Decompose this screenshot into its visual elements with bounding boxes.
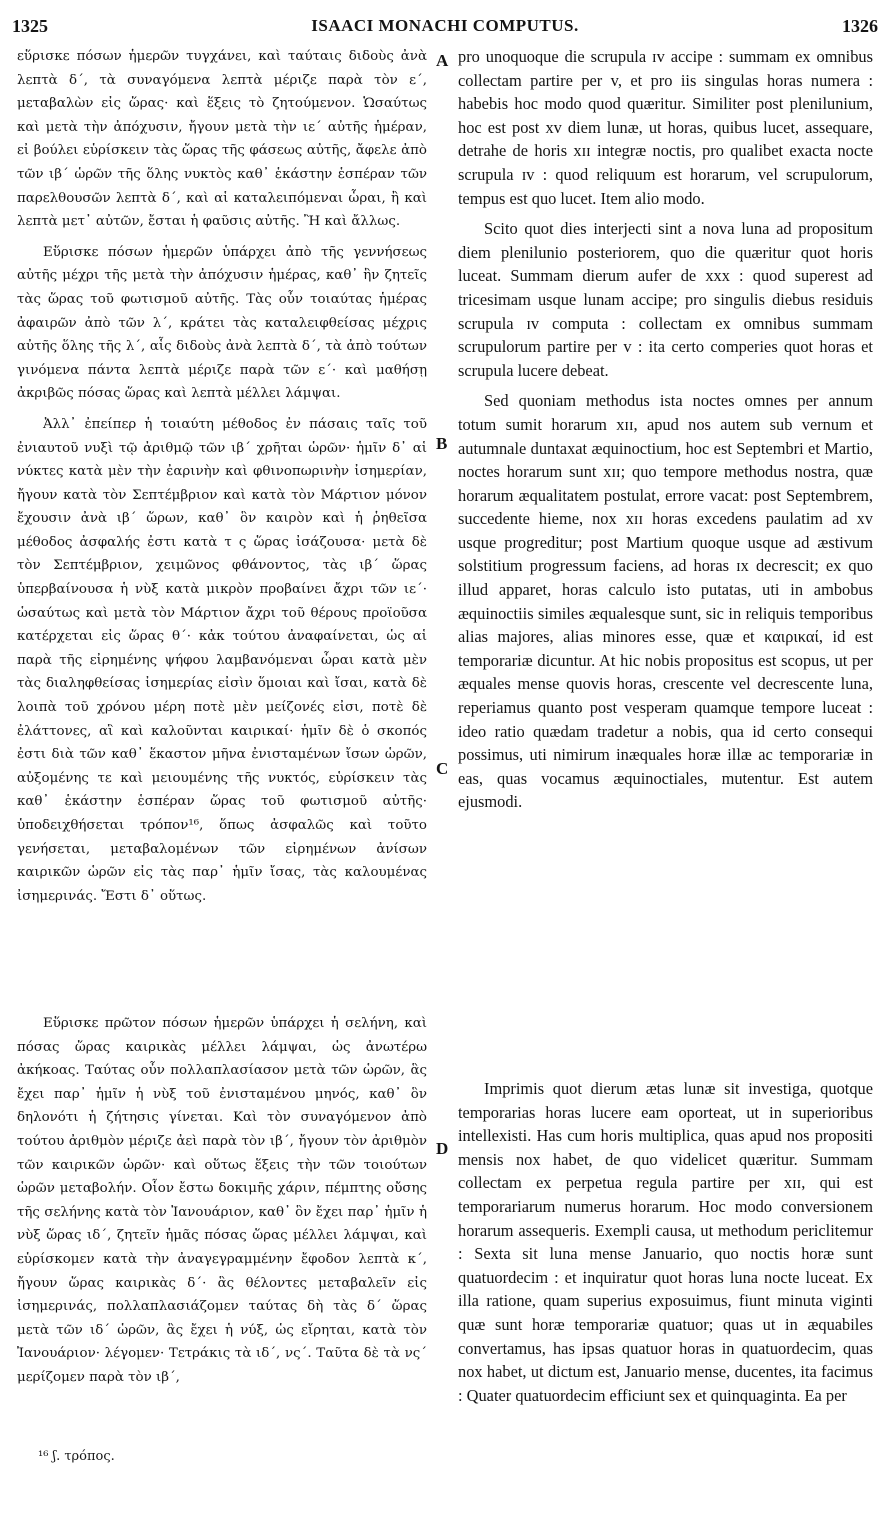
page-header (12, 16, 878, 40)
greek-paragraph-2: Εὕρισκε πόσων ἡμερῶν ὑπάρχει ἀπὸ τῆς γεννήσεως αὐτῆς μέχρι τῆς μετὰ τὴν ἀπόχυσιν ἡμέρας, καθ᾽ ἣν ζητεῖς τὰς ὥρας τοῦ φωτισμοῦ αὐτῆς. Τὰς οὖν τοιαύτας ἡμέρας ἀφαιρῶν ἀπὸ τῶν λ΄, κράτει τὰς καταλειφθείσας μέχρις αὐτῆς ὅλης τῆς λ΄, αἷς διδοὺς ἀνὰ λεπτὰ δ΄, τὰ ἀπὸ τούτων γινόμενα πάντα λεπτὰ μέριζε παρὰ τῶν ε΄· καὶ μαθήσῃ ἀκριβῶς πόσας ὥρας καὶ λεπτὰ μέλλει λάμψαι. (17, 244, 427, 402)
section-marker-b: B (436, 434, 448, 453)
greek-paragraph-3: Ἀλλ᾽ ἐπείπερ ἡ τοιαύτη μέθοδος ἐν πάσαις ταῖς τοῦ ἐνιαυτοῦ νυξὶ τῷ ἀριθμῷ τῶν ιβ΄ χρῆται ὡρῶν· ἡμῖν δ᾽ αἱ νύκτες κατὰ μὲν τὴν ἐαρινὴν καὶ φθινοπωρινὴν ἰσημερίαν, ἤγουν κατὰ τὸν Σεπτέμβριον καὶ κατὰ τὸν Μάρτιον μόνον ἔχουσιν ἀνὰ ιβ΄ ὥρων, καθ᾽ ὃν καιρὸν καὶ ἡ ῥηθεῖσα μέθοδος ἀσφαλής ἐστι κατὰ τ ς ὥρας ἰσάζουσα· μετὰ δὲ τὸν Σεπτέμβριον, χειμῶνος φθάνοντος, τὰς ιβ΄ ὥρας ὑπερβαίνουσα ἡ νὺξ κατὰ μικρὸν προβαίνει ἄχρι τῶν ιε΄· ὡσαύτως καὶ μετὰ τὸν Μάρτιον ἄχρι τοῦ θέρους προϊοῦσα κατέρχεται εἰς ὥρας θ΄· κἀκ τούτου ἀναφαίνεται, ὡς αἱ παρὰ τῆς εἰρημένης ψήφου λαμβανόμεναι ὧραι κατὰ μὲν τὰς διαληφθείσας ἰσημερίας εἰσὶν ὅμοιαι καὶ ἴσαι, κατὰ δὲ λοιπὰ τοῦ χρόνου μέρη ποτὲ μὲν μείζονές εἰσι, ποτὲ δὲ ἐλάττονες, αἳ καὶ καλοῦνται καιρικαί· ἡμῖν δὲ ὁ σκοπός ἐστι διὰ τῶν καθ᾽ ἕκαστον μῆνα ἐνισταμένων ἴσων ὡρῶν, αὐξομένης τε καὶ μειουμένης τῆς νυκτός, εὑρίσκειν τὰς καθ᾽ ἑκάστην ἑσπέραν ὥρας τοῦ φωτισμοῦ αὐτῆς· ὑποδειχθήσεται τρόπον¹⁶, ὅπως ἀσφαλῶς καὶ τοῦτο γενήσεται, μεταβαλομένων τῶν εἰρημένων ἀνίσων καιρικῶν ὡρῶν εἰς τὰς παρ᾽ ἡμῖν ἴσας, τὰς καλουμένας ἰσημερινάς. Ἔστι δ᾽ οὕτως. (17, 416, 427, 904)
latin-paragraph-2: Scito quot dies interjecti sint a nova luna ad propositum diem plenilunio posteriorem, quo die quæritur quot horis luceat. Summam dierum aufer de xxx : quod superest ad tricesimam usque lunam accipe; pro singulis diebus residuis scrupula ɪv computa : collectam ex omnibus summam scrupulorum partire per v : ita certo comperies quot horas et scrupula lucere debeat. (458, 219, 873, 380)
section-marker-a: A (436, 51, 449, 70)
section-marker-c: C (436, 759, 449, 778)
section-marker-d: D (436, 1139, 449, 1158)
page-number-left: 1325 (12, 16, 48, 36)
greek-paragraph-1: εὕρισκε πόσων ἡμερῶν τυγχάνει, καὶ ταύταις διδοὺς ἀνὰ λεπτὰ δ΄, τὰ συναγόμενα λεπτὰ μέριζε παρὰ τὸν ε΄, μεταβαλὼν εἰς ὥρας· καὶ ἕξεις τὸ ζητούμενον. Ὡσαύτως καὶ μετὰ τὴν ἀπόχυσιν, ἤγουν μετὰ τὴν ιε΄ αὐτῆς ἡμέραν, εἰ βούλει εὑρίσκειν τὰς ὥρας τῆς φάσεως αὐτῆς, ἄφελε ἀπὸ τῶν ιβ΄ ὡρῶν τῆς ὅλης νυκτὸς καθ᾽ ἑκάστην ἑσπέραν τῶν παρελθουσῶν λεπτὰ δ΄, καὶ αἱ καταλειπόμεναι ὧραι, ἢ καὶ λεπτὰ μετ᾽ αὐτῶν, ἔσται ἡ φαῦσις αὐτῆς. Ἢ καὶ ἄλλως. (17, 49, 427, 230)
page-number-right: 1326 (842, 16, 878, 36)
greek-lower-column (17, 1012, 427, 1390)
footnote: ¹⁶ ʃ. τρόπος. (38, 1449, 115, 1464)
latin-paragraph-3: Sed quoniam methodus ista noctes omnes per annum totum sumit horarum xɪɪ, apud nos autem sub vernum et autumnale duntaxat æquinoctium, hoc est Septembri et Martio, noctes horarum sunt xɪɪ; quo tempore methodus nostra, quæ horarum æqualitatem postulat, errore vacat: post Septembrem, succedente hieme, nox xɪɪ horas excedens paulatim ad xv usque progreditur; post Martium quoque usque ad æstivum solstitium progressum faciens, ad horas ɪx decrescit; ex quo illud apparet, horas calculo isto putatas, uti in ambobus æquinoctiis similes æqualesque sunt, sic in reliquis temporibus alias majores, alias minores esse, quæ et καιρικαί, id est temporariæ dicuntur. At hic nobis propositus est scopus, ut per æquales mense quovis horas, crescente vel decrescente luna, reperiamus quanto post vesperam quamque tempore luceat : ideo ratio quædam tradetur a nobis, qua id certo consequi possimus, uti nimirum inæquales horæ illæ ac temporariæ in eas, quas vocamus æquinoctiales, mutentur. Est autem ejusmodi. (458, 391, 873, 812)
latin-paragraph-1: pro unoquoque die scrupula ɪv accipe : summam ex omnibus collectam partire per v, et pro iis singulas horas numera : habebis hoc modo quod quæritur. Similiter post plenilunium, hoc est post xv diem lunæ, ut horas, quibus lucet, assequare, detrahe de horis xɪɪ integræ noctis, pro qualibet exacta nocte scrupula ɪv : quod reliquum est horarum, vel scrupulorum, tempus est quo lucet. Item alio modo. (458, 47, 873, 208)
latin-paragraph-4: Imprimis quot dierum ætas lunæ sit investiga, quotque temporarias horas lucere eam oporteat, ut in superioribus intellexisti. Has cum horis multiplica, quas apud nos propositi mensis nox habet, de quo videlicet quæritur. Summam collectam ex perpetua regula partire per xɪɪ, qui est temporariarum numerus horarum. Hoc modo conversionem horarum assequeris. Exempli causa, ut methodum periclitemur : Sexta sit luna mense Januario, quo noctis horæ sunt quatuordecim : et inquiratur quot horas luna nocte luceat. Ex illa ratione, quam superius exposuimus, fiunt minuta viginti quæ sunt horæ temporariæ quatuor; quas ut in æquabiles convertamus, has ipsas quatuor horas in quatuordecim, quas nox habet, ut dictum est, Januario mense, ducentes, ita facimus : Quater quatuordecim efficiunt sex et quinquaginta. Ea per (458, 1079, 873, 1405)
latin-column (458, 45, 873, 1405)
greek-paragraph-4: Εὕρισκε πρῶτον πόσων ἡμερῶν ὑπάρχει ἡ σελήνη, καὶ πόσας ὥρας καιρικὰς μέλλει λάμψαι, ὡς ἀνωτέρω ἀκήκοας. Ταύτας οὖν πολλαπλασίασον μετὰ τῶν ὡρῶν, ἃς ἔχει παρ᾽ ἡμῖν ἡ νὺξ τοῦ ἐνισταμένου μηνός, καθ᾽ ὃν δηλονότι ἡ ζήτησις γίνεται. Καὶ τὸν συναγόμενον ἀπὸ τούτου ἀριθμὸν μέριζε ἀεὶ παρὰ τὸν ιβ΄, ἤγουν τὸν ἀριθμὸν τῶν καιρικῶν ὡρῶν· καὶ οὕτως ἕξεις τὴν τῶν τοιούτων ὡρῶν μεταβολήν. Οἷον ἔστω δοκιμῆς χάριν, πέμπτης οὔσης τῆς σελήνης κατὰ τὸν Ἰανουάριον, καθ᾽ ὃν ἔχει παρ᾽ ἡμῖν ἡ νὺξ ὥρας ιδ΄, ζητεῖν ἡμᾶς πόσας ὥρας μέλλει λάμψαι, καὶ εὑρίσκομεν κατὰ τὴν ἀναγεγραμμένην ἔφοδον λεπτὰ κ΄, ἤγουν ὥρας καιρικὰς δ΄· ἃς θέλοντες μεταβαλεῖν εἰς ἰσημερινάς, πολλαπλασιάζομεν ταύτας δὴ τὰς δ΄ ὥρας μετὰ τῶν ιδ΄ ὡρῶν, ἃς ἔχει ἡ νύξ, ὡς εἴρηται, κατὰ τὸν Ἰανουάριον· λέγομεν· Τετράκις τὰ ιδ΄, νς΄. Ταῦτα δὲ τὰ νς΄ μερίζομεν παρὰ τὸν ιβ΄, (17, 1016, 427, 1385)
running-title: ISAACI MONACHI COMPUTUS. (311, 16, 579, 35)
greek-column (17, 45, 427, 908)
